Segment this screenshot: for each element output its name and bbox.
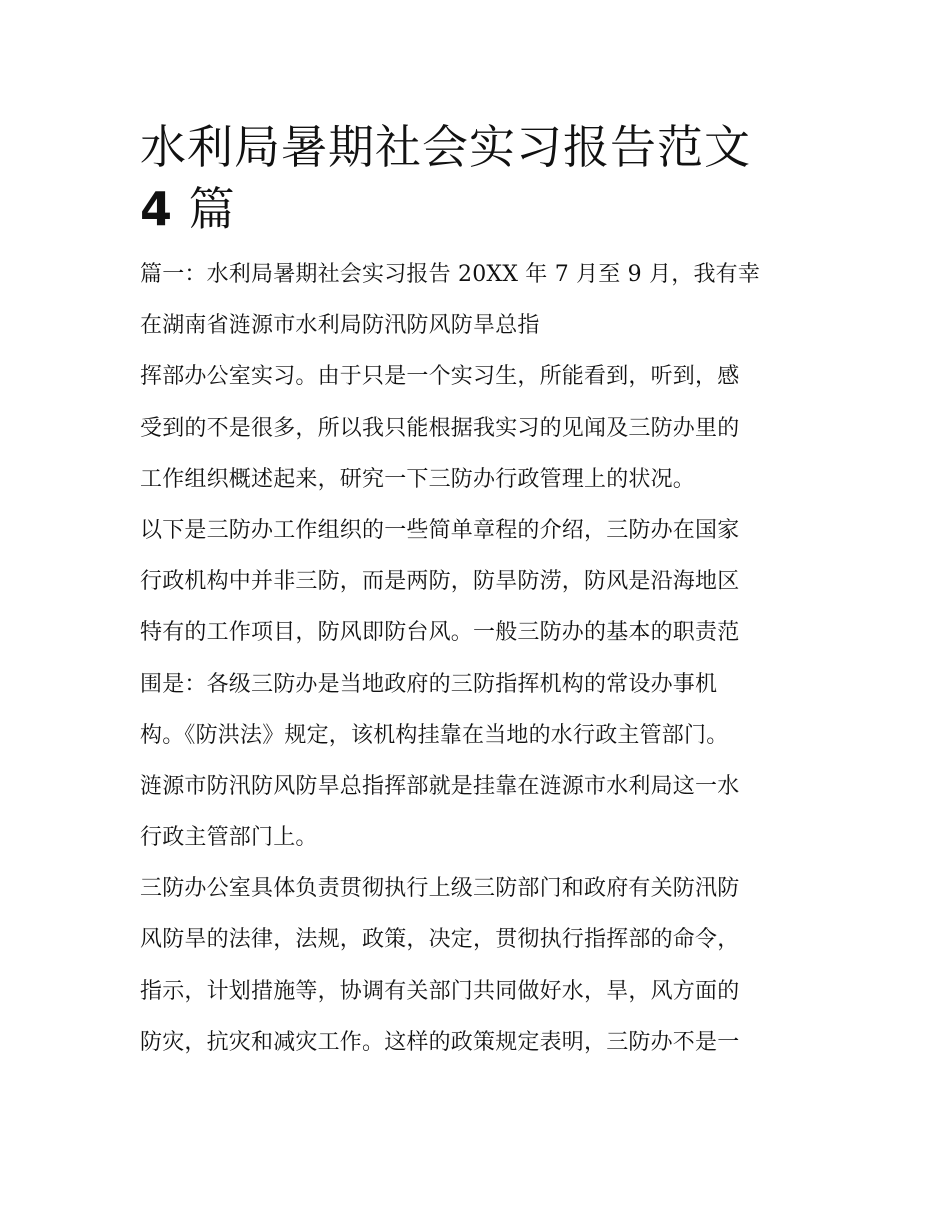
text-line: 受到的不是很多，所以我只能根据我实习的见闻及三防办里的	[140, 415, 740, 441]
text-line: 防灾，抗灾和减灾工作。这样的政策规定表明，三防办不是一	[140, 1029, 740, 1055]
title-line-2	[140, 178, 820, 240]
text-line: 篇一：水利局暑期社会实习报告 20XX 年 7 月至 9 月，我有幸	[140, 262, 761, 287]
text-line: 三防办公室具体负责贯彻执行上级三防部门和政府有关防汛防	[140, 876, 740, 902]
text-line: 行政机构中并非三防，而是两防，防旱防涝，防风是沿海地区	[140, 569, 740, 595]
title-line-1: 水利局暑期社会实习报告范文	[140, 120, 751, 174]
text-line: 围是：各级三防办是当地政府的三防指挥机构的常设办事机	[140, 671, 718, 697]
text-line: 指示，计划措施等，协调有关部门共同做好水，旱，风方面的	[140, 978, 740, 1004]
text-line: 行政主管部门上。	[140, 825, 318, 851]
text-line: 工作组织概述起来，研究一下三防办行政管理上的状况。	[140, 466, 696, 492]
text-line: 特有的工作项目，防风即防台风。一般三防办的基本的职责范	[140, 620, 740, 646]
text-line: 挥部办公室实习。由于只是一个实习生，所能看到，听到，感	[140, 364, 740, 390]
document-title	[140, 116, 820, 240]
title-suffix: 篇	[188, 182, 236, 236]
title-number: 4	[140, 182, 174, 236]
text-line: 构。《防洪法》规定，该机构挂靠在当地的水行政主管部门。	[140, 722, 729, 748]
body-text	[140, 249, 820, 1068]
text-line: 涟源市防汛防风防旱总指挥部就是挂靠在涟源市水利局这一水	[140, 773, 740, 799]
text-line: 风防旱的法律，法规，政策，决定，贯彻执行指挥部的命令，	[140, 927, 740, 953]
text-line: 以下是三防办工作组织的一些简单章程的介绍，三防办在国家	[140, 517, 740, 543]
document-page	[140, 116, 820, 1068]
text-line: 在湖南省涟源市水利局防汛防风防旱总指	[140, 313, 540, 339]
